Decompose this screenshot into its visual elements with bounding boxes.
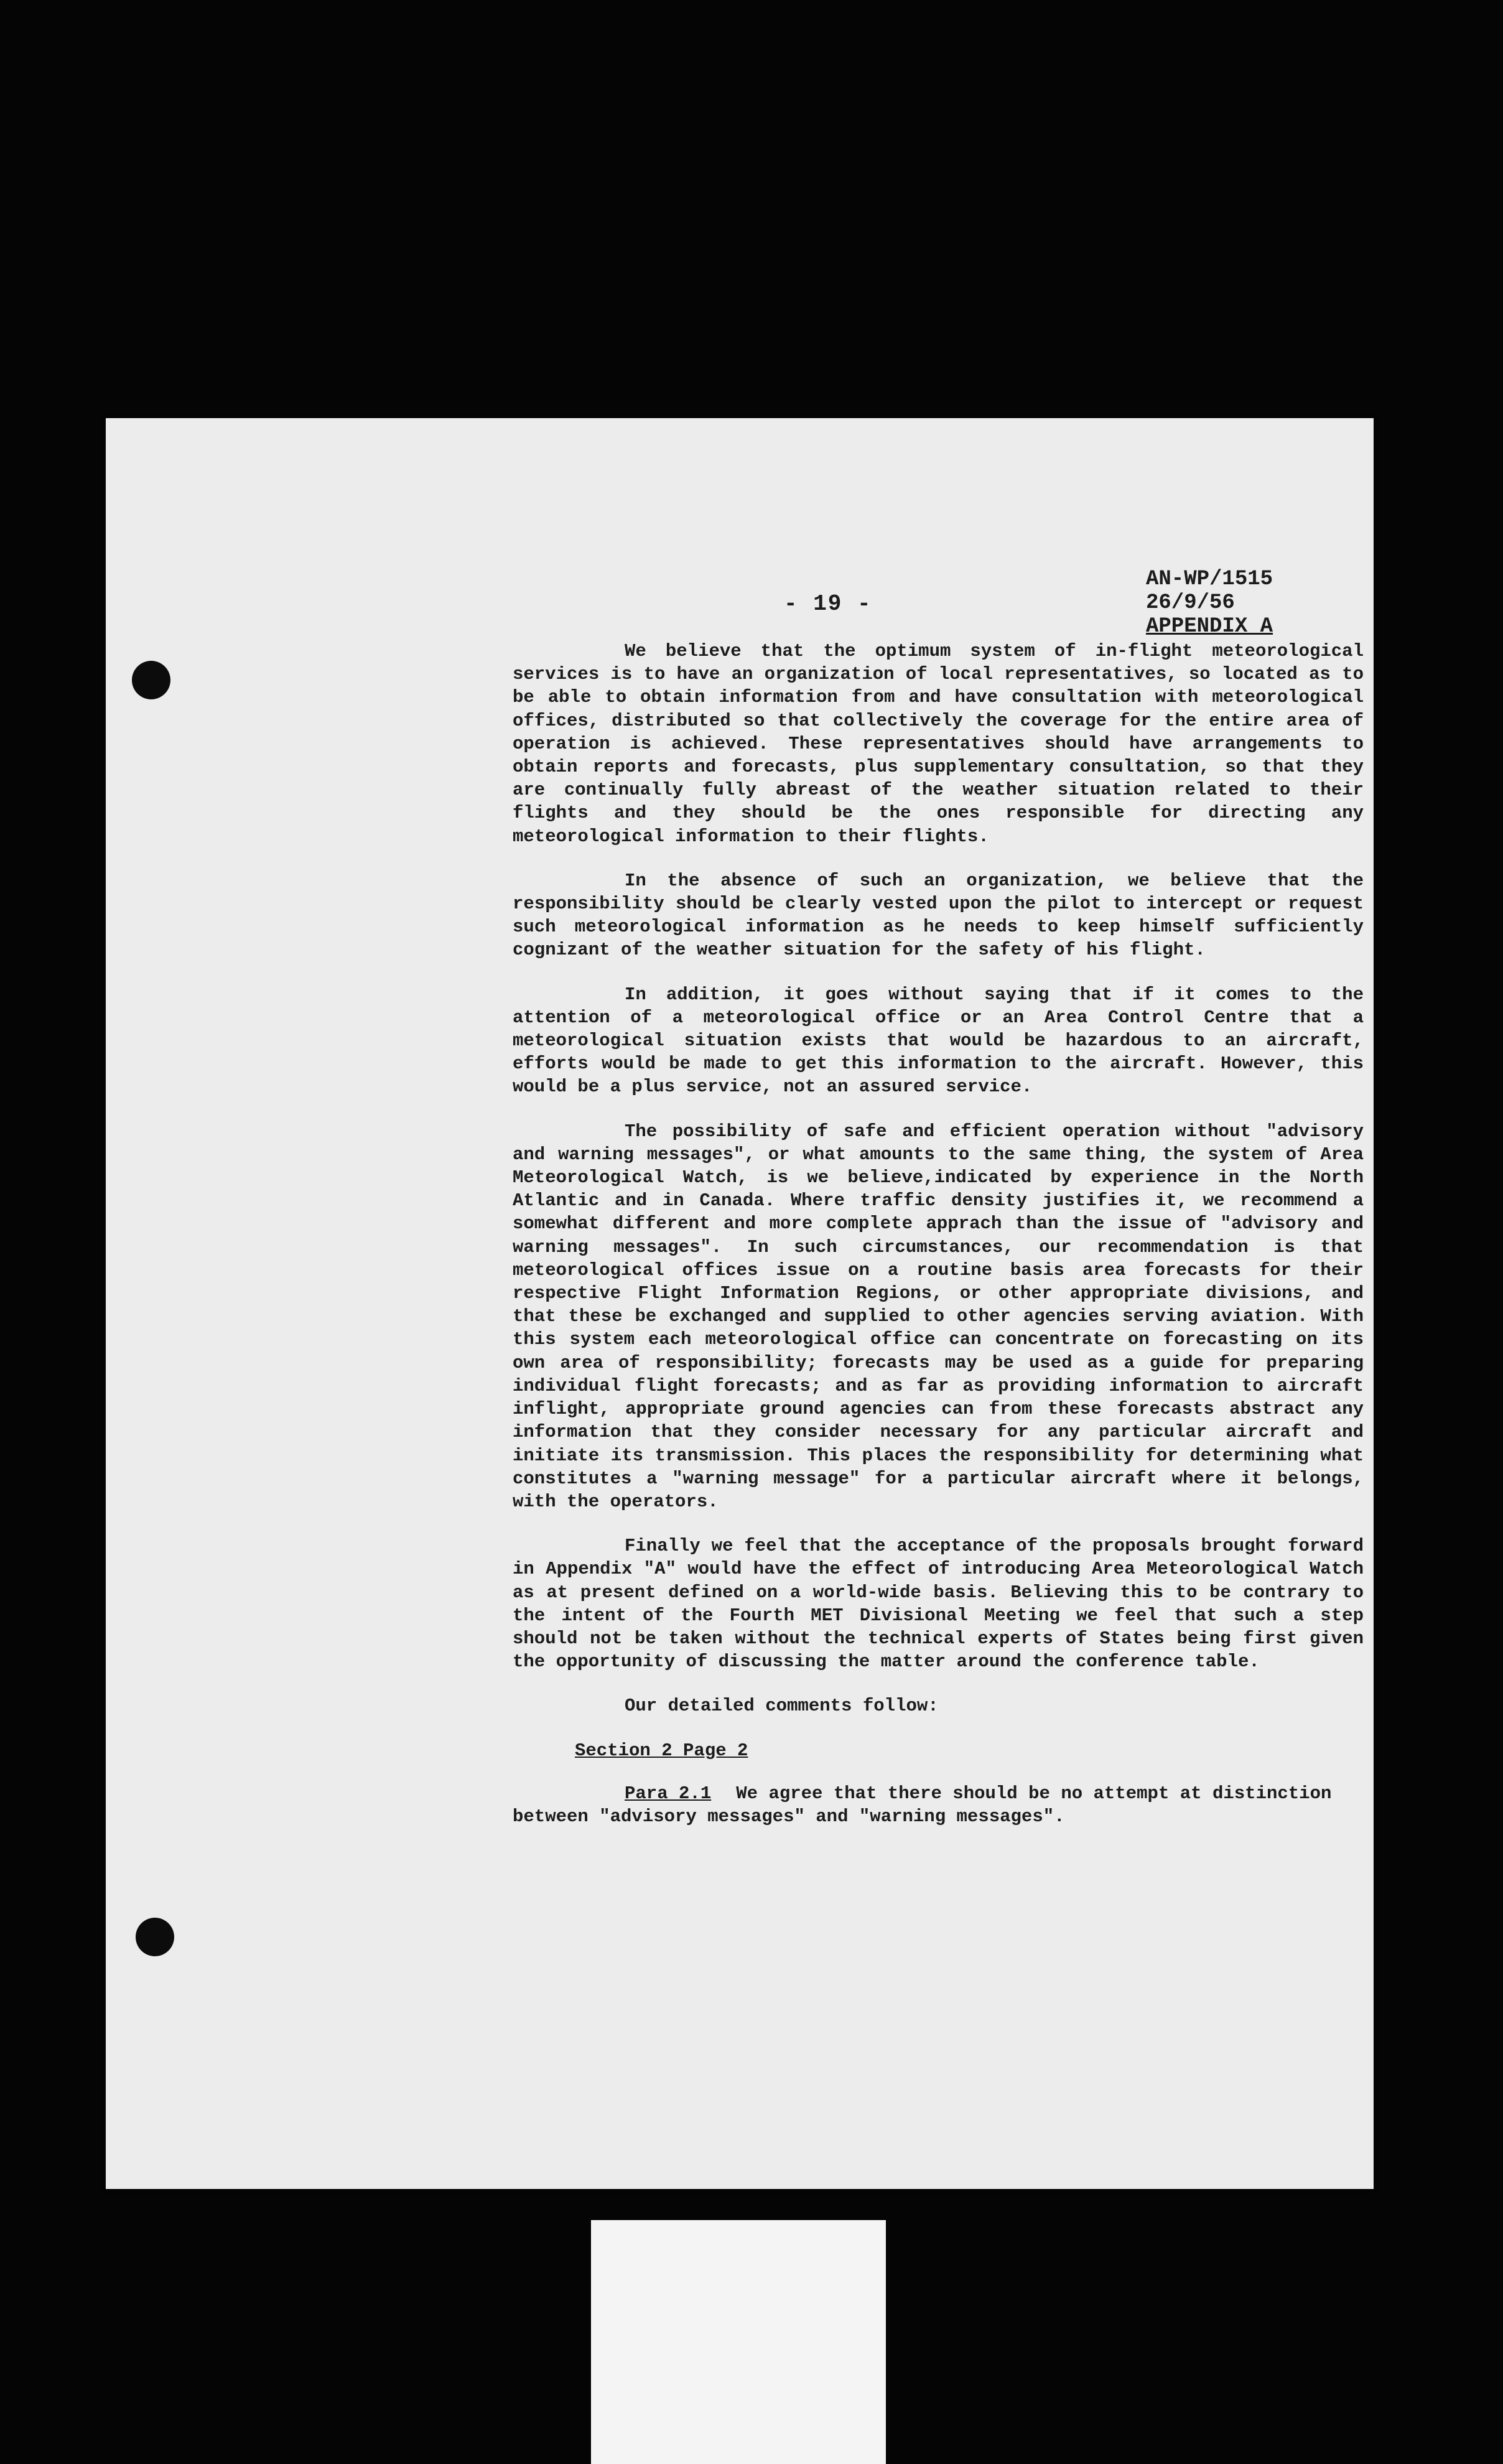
- paragraph-2: In the absence of such an organization, we believe that the responsibility should be clearly vested upon the pilot to intercept or request such meteorological information as he needs to keep himself sufficiently cognizant of the weather situation for the safety of his flight.: [513, 870, 1364, 961]
- paragraph-3: In addition, it goes without saying that if it comes to the attention of a meteorological office or an Area Control Centre that a meteorological situation exists that would be hazardous to an aircraft, efforts would be made to get this information to the aircraft. However, this would be a plus service, not an assured service.: [513, 984, 1364, 1098]
- document-page: [106, 418, 1374, 2189]
- page-number: - 19 -: [784, 591, 872, 617]
- para-2-1: [513, 1782, 1364, 1828]
- paragraph-5: Finally we feel that the acceptance of the proposals brought forward in Appendix "A" would have the effect of introducing Area Meteorological Watch as at present defined on a world-wide basis. Believing this to be contrary to the intent of the Fourth MET Divisional Meeting we feel that such a step should not be taken without the technical experts of States being first given the opportunity of discussing the matter around the conference table.: [513, 1536, 1364, 1673]
- paragraph-1: We believe that the optimum system of in-flight meteorological services is to have an organization of local representatives, so located as to be able to obtain information from and have consultation with meteorological offices, distributed so that collectively the coverage for the entire area of operation is achieved. These representatives should have arrangements to obtain reports and forecasts, plus supplementary consultation, so that they are continually fully abreast of the weather situation related to their flights and they should be the ones responsible for directing any meteorological information to their flights.: [513, 641, 1364, 847]
- comments-intro: Our detailed comments follow:: [625, 1696, 939, 1717]
- punch-hole-top: [132, 661, 170, 699]
- appendix-label: APPENDIX A: [1146, 615, 1273, 638]
- punch-hole-bottom: [136, 1918, 174, 1956]
- document-date: 26/9/56: [1146, 591, 1235, 615]
- section-heading: Section 2 Page 2: [575, 1740, 748, 1761]
- para-reference: Para 2.1: [625, 1783, 712, 1804]
- body-text: [513, 640, 1364, 1828]
- white-card: [591, 2220, 886, 2464]
- para-2-1-text: We agree that there should be no attempt at distinction between "advisory messages" and "warning messages".: [513, 1783, 1332, 1827]
- paragraph-4: The possibility of safe and efficient operation without "advisory and warning messages", or what amounts to the same thing, the system of Area Meteorological Watch, is we believe,indicated by experience in the North Atlantic and in Canada. Where traffic density justifies it, we recommend a somewhat different and more complete apprach than the issue of "advisory and warning messages". In such circumstances, our recommendation is that meteorological offices issue on a routine basis area forecasts for their respective Flight Information Regions, or other appropriate divisions, and that these be exchanged and supplied to other agencies serving aviation. With this system each meteorological office can concentrate on forecasting on its own area of responsibility; forecasts may be used as a guide for preparing individual flight forecasts; and as far as providing information to aircraft inflight, appropriate ground agencies can from these forecasts abstract any information that they consider necessary for any particular aircraft and initiate its transmission. This places the responsibility for determining what constitutes a "warning message" for a particular aircraft where it belongs, with the operators.: [513, 1121, 1364, 1512]
- document-reference: [1146, 567, 1273, 638]
- document-id: AN-WP/1515: [1146, 567, 1273, 591]
